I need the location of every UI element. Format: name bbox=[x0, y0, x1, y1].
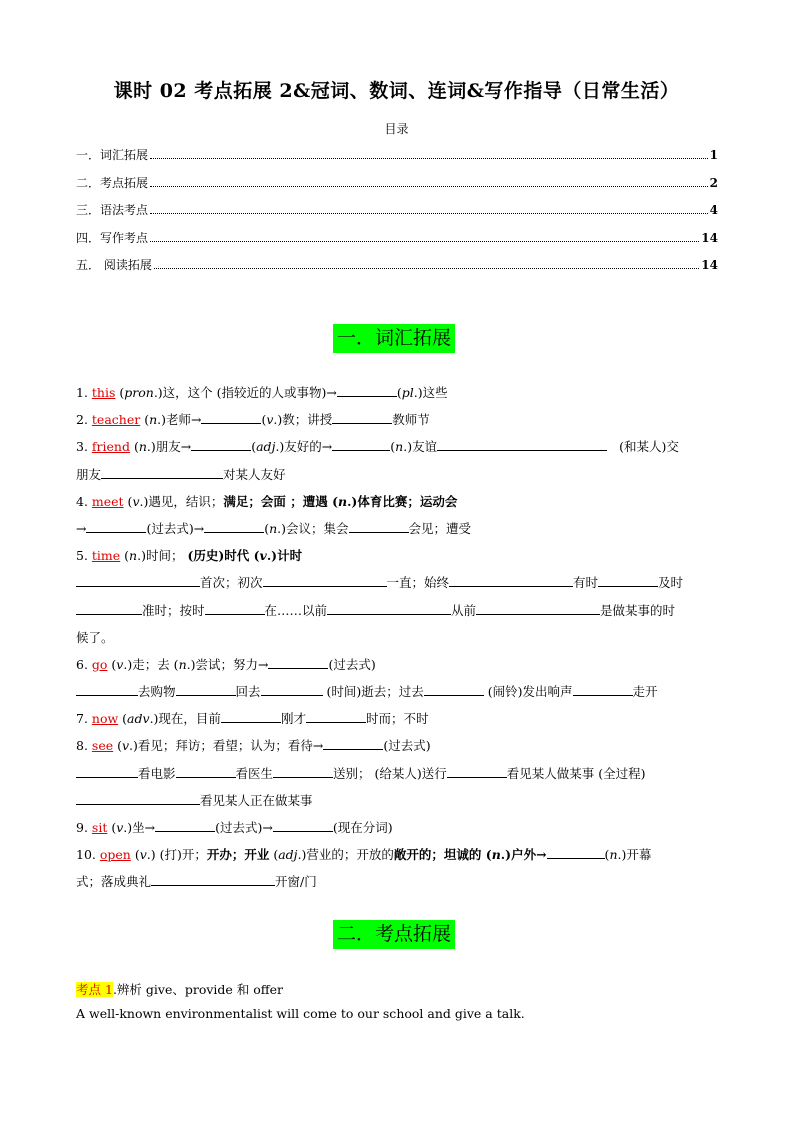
toc-leader bbox=[154, 259, 699, 269]
section-heading-vocabulary: 一．词汇拓展 bbox=[333, 324, 455, 353]
exercise-line: 候了。 bbox=[76, 629, 114, 645]
answer-blank[interactable] bbox=[273, 820, 333, 832]
answer-blank[interactable] bbox=[76, 684, 138, 696]
toc-heading: 目录 bbox=[384, 122, 409, 136]
answer-blank[interactable] bbox=[306, 711, 366, 723]
answer-blank[interactable] bbox=[86, 521, 146, 533]
answer-blank[interactable] bbox=[332, 439, 390, 451]
exercise-line: 10. open (v.) (打)开；开办；开业 (adj.)营业的；开放的敞开的；坦诚的 (n.)户外→ (n.)开幕 bbox=[76, 847, 652, 863]
answer-blank[interactable] bbox=[327, 603, 451, 615]
answer-blank[interactable] bbox=[424, 684, 484, 696]
exercise-line: 看电影 看医生 送别； (给某人)送行 看见某人做某事 (全过程) bbox=[76, 760, 718, 787]
answer-blank[interactable] bbox=[349, 521, 409, 533]
answer-blank[interactable] bbox=[176, 684, 236, 696]
exercise-line: 4. meet (v.)遇见，结识；满足；会面 ；遭遇 (n.)体育比赛；运动会 bbox=[76, 493, 458, 509]
answer-blank[interactable] bbox=[476, 603, 600, 615]
answer-blank[interactable] bbox=[76, 766, 138, 778]
toc-leader bbox=[150, 177, 708, 187]
exercise-line: 3. friend (n.)朋友→ (adj.)友好的→ (n.)友谊 (和某人)交 bbox=[76, 439, 679, 455]
answer-blank[interactable] bbox=[151, 874, 275, 886]
answer-blank[interactable] bbox=[273, 766, 333, 778]
section-heading-exam-points: 二．考点拓展 bbox=[333, 920, 455, 949]
answer-blank[interactable] bbox=[261, 684, 323, 696]
exercise-line: 8. see (v.)看见；拜访；看望；认为；看待→ (过去式) bbox=[76, 738, 431, 754]
answer-blank[interactable] bbox=[573, 684, 633, 696]
answer-blank[interactable] bbox=[268, 657, 328, 669]
exercise-line: 1. this (pron.)这，这个 (指较近的人或事物)→ (pl.)这些 bbox=[76, 385, 448, 400]
exercise-line: 朋友 对某人友好 bbox=[76, 466, 286, 482]
answer-blank[interactable] bbox=[176, 766, 236, 778]
answer-blank[interactable] bbox=[204, 521, 264, 533]
vocabulary-exercises bbox=[76, 379, 718, 896]
answer-blank[interactable] bbox=[437, 439, 607, 451]
toc-item-4[interactable]: 四．写作考点 14 bbox=[76, 231, 718, 245]
answer-blank[interactable] bbox=[323, 738, 383, 750]
exercise-line: 5. time (n.)时间； (历史)时代 (v.)计时 bbox=[76, 548, 303, 564]
answer-blank[interactable] bbox=[76, 793, 200, 805]
exam-point-1: 考点 1.辨析 give、provide 和 offer bbox=[76, 982, 284, 997]
answer-blank[interactable] bbox=[201, 412, 261, 424]
answer-blank[interactable] bbox=[263, 575, 387, 587]
exercise-line: 看见某人正在做某事 bbox=[76, 787, 718, 814]
toc-item-5[interactable]: 五． 阅读拓展 14 bbox=[76, 258, 718, 272]
exercise-line: 去购物 回去 (时间)逝去；过去 (闹铃)发出响声 走开 bbox=[76, 678, 718, 705]
exercise-line: 式；落成典礼 开窗/门 bbox=[76, 874, 317, 890]
toc-item-2[interactable]: 二．考点拓展 2 bbox=[76, 176, 718, 190]
answer-blank[interactable] bbox=[547, 847, 605, 859]
exercise-line: 9. sit (v.)坐→ (过去式)→ (现在分词) bbox=[76, 820, 393, 835]
exercise-line: 准时；按时 在……以前 从前 是做某事的时 bbox=[76, 597, 718, 624]
page-title: 课时 02 考点拓展 2&冠词、数词、连词&写作指导（日常生活） bbox=[113, 80, 680, 102]
exercise-line: 首次；初次 一直；始终 有时 及时 bbox=[76, 569, 718, 596]
exercise-line: 7. now (adv.)现在，目前 刚才 时而；不时 bbox=[76, 711, 429, 727]
toc-leader bbox=[150, 204, 708, 214]
answer-blank[interactable] bbox=[76, 575, 200, 587]
answer-blank[interactable] bbox=[449, 575, 573, 587]
answer-blank[interactable] bbox=[205, 603, 265, 615]
answer-blank[interactable] bbox=[191, 439, 251, 451]
answer-blank[interactable] bbox=[332, 412, 392, 424]
exercise-line: → (过去式)→ (n.)会议；集会 会见；遭受 bbox=[76, 520, 472, 536]
answer-blank[interactable] bbox=[76, 603, 142, 615]
answer-blank[interactable] bbox=[447, 766, 507, 778]
answer-blank[interactable] bbox=[598, 575, 658, 587]
toc-leader bbox=[150, 232, 699, 242]
answer-blank[interactable] bbox=[155, 820, 215, 832]
exercise-line: 6. go (v.)走；去 (n.)尝试；努力→ (过去式) bbox=[76, 656, 376, 672]
toc-leader bbox=[150, 149, 708, 159]
answer-blank[interactable] bbox=[101, 467, 223, 479]
answer-blank[interactable] bbox=[337, 385, 397, 397]
exercise-line: 2. teacher (n.)老师→ (v.)教；讲授 教师节 bbox=[76, 412, 430, 428]
answer-blank[interactable] bbox=[221, 711, 281, 723]
toc-item-1[interactable]: 一．词汇拓展 1 bbox=[76, 148, 718, 162]
example-sentence: A well-known environmentalist will come to our school and give a talk. bbox=[76, 1006, 525, 1021]
toc-item-3[interactable]: 三．语法考点 4 bbox=[76, 203, 718, 217]
exam-point-tag: 考点 1 bbox=[76, 982, 113, 997]
